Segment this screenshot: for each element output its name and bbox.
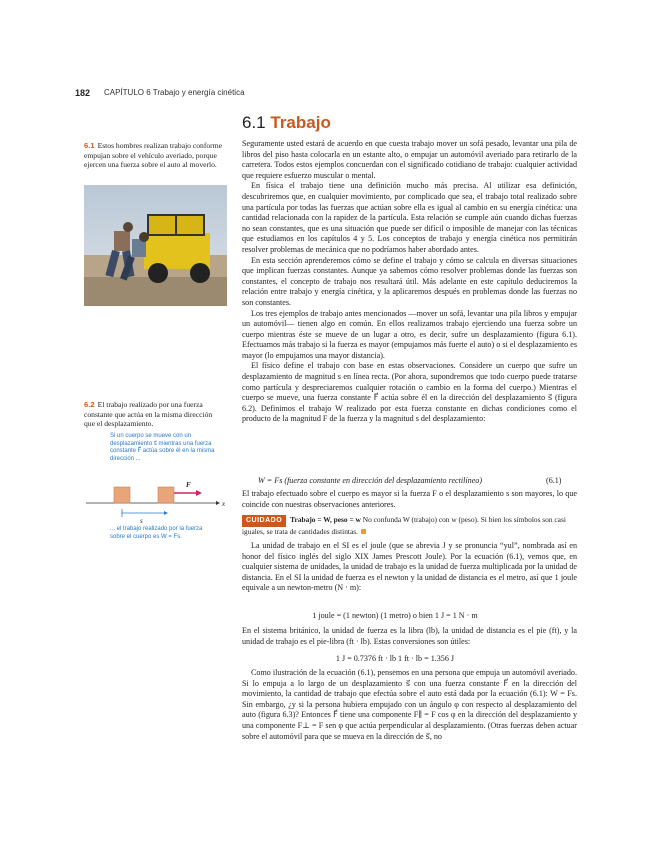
cuidado-note xyxy=(242,515,577,537)
paragraph-9: Como ilustración de la ecuación (6.1), pensemos en una persona que empuja un automóvil averiado. Si lo empuja a lo largo de un desplazamiento s⃗ con una fuerza constante F⃗ en la dirección del movimiento, la cantidad de trabajo que efectúa sobre el auto está dada por la ecuación (6.1): W = Fs. Sin embargo, ¿y si la persona hubiera empujado con un ángulo φ con respecto al desplazamiento del auto (figura 6.3)? Entonces F⃗ tiene una componente F∥ = F cos φ en la dirección del desplazamiento y una componente F⊥ = F sen φ que actúa perpendicular al desplazamiento. (Otras fuerzas deben actuar sobre el automóvil para que se mueva en la dirección de s⃗, no xyxy=(242,668,577,741)
figure-6-1-caption xyxy=(84,141,226,170)
figure-6-2-text: El trabajo realizado por una fuerza constante que actúa en la misma dirección que el desplazamiento. xyxy=(84,400,213,429)
figure-6-2-caption xyxy=(84,400,224,429)
body-top xyxy=(242,139,577,425)
body-p9 xyxy=(242,668,577,742)
cuidado-heading: Trabajo = W, peso = w xyxy=(290,515,361,524)
figure-6-1-text: Estos hombres realizan trabajo conforme empujan sobre el vehículo averiado, porque ejercen una fuerza sobre el auto al moverlo. xyxy=(84,141,222,170)
label-x: x xyxy=(222,500,226,508)
paragraph-7: La unidad de trabajo en el SI es el joule (que se abrevia J y se pronuncia “yul”, nombrada así en honor del físico inglés del siglo XIX James Prescott Joule). Por la ecuación (6.1), vemos que, en cualquier sistema de unidades, la unidad de trabajo es la unidad de fuerza multiplicada por la unidad de distancia. En el SI la unidad de fuerza es el newton y la unidad de distancia es el metro, así que 1 joule equivale a un newton-metro (N · m): xyxy=(242,541,577,593)
figure-6-1-number: 6.1 xyxy=(84,141,95,150)
figure-6-2-diagram xyxy=(84,433,229,553)
cuidado-text: No confunda W (trabajo) con w (peso). Si bien los símbolos son casi iguales, se trata de cantidades distintas. xyxy=(242,515,566,536)
body-p6 xyxy=(242,489,577,510)
cuidado-badge: CUIDADO xyxy=(242,515,286,527)
section-name: Trabajo xyxy=(270,113,331,132)
paragraph-4: Los tres ejemplos de trabajo antes mencionados —mover un sofá, levantar una pila libros y empujar un automóvil— tienen algo en común. En ellos realizamos trabajo ejerciendo una fuerza sobre un cuerpo mientras éste se mueve de un lugar a otro, es decir, sufre un desplazamiento (figura 6.1). Efectuamos más trabajo si la fuerza es mayor (empujamos más fuerte el auto) o si el desplazamiento es mayor (lo empujamos una mayor distancia). xyxy=(242,308,577,360)
figure-6-2-number: 6.2 xyxy=(84,400,95,409)
paragraph-6: El trabajo efectuado sobre el cuerpo es mayor si la fuerza F o el desplazamiento s son mayores, lo que coincide con nuestras observaciones anteriores. xyxy=(242,489,577,509)
figure-6-2-note-bottom: ... el trabajo realizado por la fuerza sobre el cuerpo es W = Fs. xyxy=(110,526,203,540)
end-mark-icon xyxy=(361,529,366,534)
equation-6-1 xyxy=(258,476,578,485)
block-initial xyxy=(114,487,130,503)
paragraph-3: En esta sección aprenderemos cómo se define el trabajo y cómo se calcula en diversas situaciones que implican fuerzas constantes. Aunque ya sabemos cómo resolver problemas donde las fuerzas son constantes, el concepto de trabajo nos resultará útil. Más adelante en este capítulo deduciremos la relación entre trabajo y energía cinética, y la aplicaremos después en problemas donde las fuerzas no son constantes. xyxy=(242,255,577,307)
label-s: s⃗ xyxy=(140,517,149,525)
equation-conversions: 1 J = 0.7376 ft · lb 1 ft · lb = 1.356 J xyxy=(335,654,455,663)
body-p8 xyxy=(242,626,577,647)
paragraph-1: Seguramente usted estará de acuerdo en que cuesta trabajo mover un sofá pesado, levantar una pila de libros del piso hasta colocarla en un estante alto, o empujar un automóvil averiado para retirarlo de la carretera. Todos estos ejemplos concuerdan con el significado cotidiano de trabajo: cualquier actividad que requiere esfuerzo muscular o mental. xyxy=(242,139,577,180)
equation-joule: 1 joule = (1 newton) (1 metro) o bien 1 J = 1 N · m xyxy=(312,611,478,620)
paragraph-5: El físico define el trabajo con base en estas observaciones. Considere un cuerpo que sufre un desplazamiento de magnitud s en línea recta. (Por ahora, supondremos que todo cuerpo puede tratarse como partícula y despreciaremos cualquier rotación o cambio en la forma del cuerpo.) Mientras el cuerpo se mueve, una fuerza constante F⃗ actúa sobre él en la dirección del desplazamiento s⃗ (figura 6.2). Definimos el trabajo W realizado por esta fuerza constante en dichas condiciones como el producto de la magnitud F de la fuerza y la magnitud s del desplazamiento: xyxy=(242,361,577,424)
equation-6-1-number: (6.1) xyxy=(546,476,562,485)
chapter-running-head: CAPÍTULO 6 Trabajo y energía cinética xyxy=(104,88,245,97)
paragraph-2: En física el trabajo tiene una definición mucho más precisa. Al utilizar esa definición, descubriremos que, en cualquier movimiento, por complicado que sea, el trabajo total realizado sobre una partícula por todas las fuerzas que actúan sobre ella es igual al cambio en su energía cinética: una cantidad relacionada con la rapidez de la partícula. Esta relación se cumple aún cuando dichas fuerzas no sean constantes, que es una situación que puede ser difícil o imposible de manejar con las técnicas que estudiamos en los capítulos 4 y 5. Los conceptos de trabajo y energía cinética nos permitirán resolver problemas de mecánica que no podríamos haber abordado antes. xyxy=(242,181,577,254)
page-number: 182 xyxy=(75,88,91,98)
section-number: 6.1 xyxy=(242,113,266,132)
section-title xyxy=(242,113,331,133)
label-F: F⃗ xyxy=(186,481,197,489)
body-p7 xyxy=(242,541,577,594)
block-final xyxy=(158,487,174,503)
equation-6-1-body: W = Fs (fuerza constante en dirección del desplazamiento rectilíneo) xyxy=(258,476,483,485)
figure-6-1-photo xyxy=(84,185,227,306)
paragraph-8: En el sistema británico, la unidad de fuerza es la libra (lb), la unidad de distancia es el pie (ft), y la unidad de trabajo es el pie-libra (ft · lb). Estas conversiones son útiles: xyxy=(242,626,577,646)
figure-6-2-note-top: Si un cuerpo se mueve con un desplazamiento s⃗ mientras una fuerza constante F⃗ actúa sobre él en la misma dirección ... xyxy=(110,433,215,462)
